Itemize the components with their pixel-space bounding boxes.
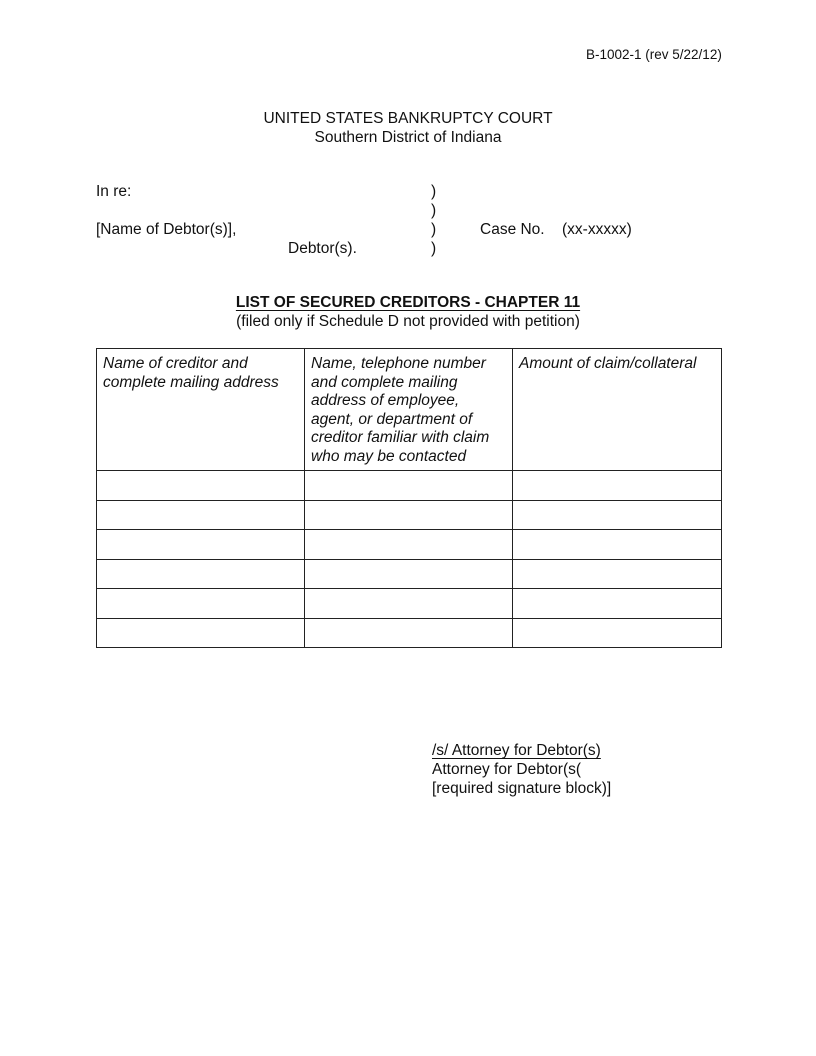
header-creditor-name: Name of creditor and complete mailing address (97, 349, 305, 471)
header-claim-amount: Amount of claim/collateral (513, 349, 722, 471)
document-title-block (0, 293, 816, 331)
table-row (97, 559, 722, 589)
electronic-signature: /s/ Attorney for Debtor(s) (432, 742, 601, 759)
cell-creditor-name[interactable] (97, 618, 305, 648)
table-header-row (97, 349, 722, 471)
attorney-name: Attorney for Debtor(s( (432, 761, 582, 778)
in-re-label: In re: (96, 183, 132, 200)
cell-creditor-name[interactable] (97, 530, 305, 560)
cell-contact-info[interactable] (305, 530, 513, 560)
cell-contact-info[interactable] (305, 618, 513, 648)
cell-claim-amount[interactable] (513, 559, 722, 589)
signature-block (432, 741, 611, 798)
form-id: B-1002-1 (rev 5/22/12) (586, 47, 722, 62)
table-row (97, 618, 722, 648)
header-contact-info: Name, telephone number and complete mailing address of employee, agent, or department of creditor familiar with claim who may be contacted (305, 349, 513, 471)
cell-claim-amount[interactable] (513, 530, 722, 560)
cell-contact-info[interactable] (305, 559, 513, 589)
debtor-label: Debtor(s). (288, 240, 357, 257)
cell-creditor-name[interactable] (97, 471, 305, 501)
court-name: UNITED STATES BANKRUPTCY COURT (263, 110, 553, 127)
table-row (97, 530, 722, 560)
cell-claim-amount[interactable] (513, 471, 722, 501)
caption-paren: ) (431, 240, 437, 257)
court-header (0, 109, 816, 147)
document-subtitle: (filed only if Schedule D not provided with petition) (236, 313, 580, 330)
debtor-name: [Name of Debtor(s)], (96, 221, 237, 238)
caption-paren: ) (431, 202, 437, 219)
table-row (97, 500, 722, 530)
table-row (97, 471, 722, 501)
cell-claim-amount[interactable] (513, 589, 722, 619)
caption-paren: ) (431, 183, 437, 200)
cell-contact-info[interactable] (305, 589, 513, 619)
case-number-value: (xx-xxxxx) (562, 221, 632, 238)
case-number-label: Case No. (480, 221, 545, 238)
document-title: LIST OF SECURED CREDITORS - CHAPTER 11 (235, 294, 581, 311)
caption-paren: ) (431, 221, 437, 238)
cell-claim-amount[interactable] (513, 500, 722, 530)
table-row (97, 589, 722, 619)
cell-contact-info[interactable] (305, 471, 513, 501)
court-district: Southern District of Indiana (314, 129, 502, 146)
secured-creditors-table (96, 348, 722, 648)
cell-contact-info[interactable] (305, 500, 513, 530)
signature-block-placeholder: [required signature block)] (432, 780, 612, 797)
cell-claim-amount[interactable] (513, 618, 722, 648)
cell-creditor-name[interactable] (97, 500, 305, 530)
cell-creditor-name[interactable] (97, 559, 305, 589)
cell-creditor-name[interactable] (97, 589, 305, 619)
